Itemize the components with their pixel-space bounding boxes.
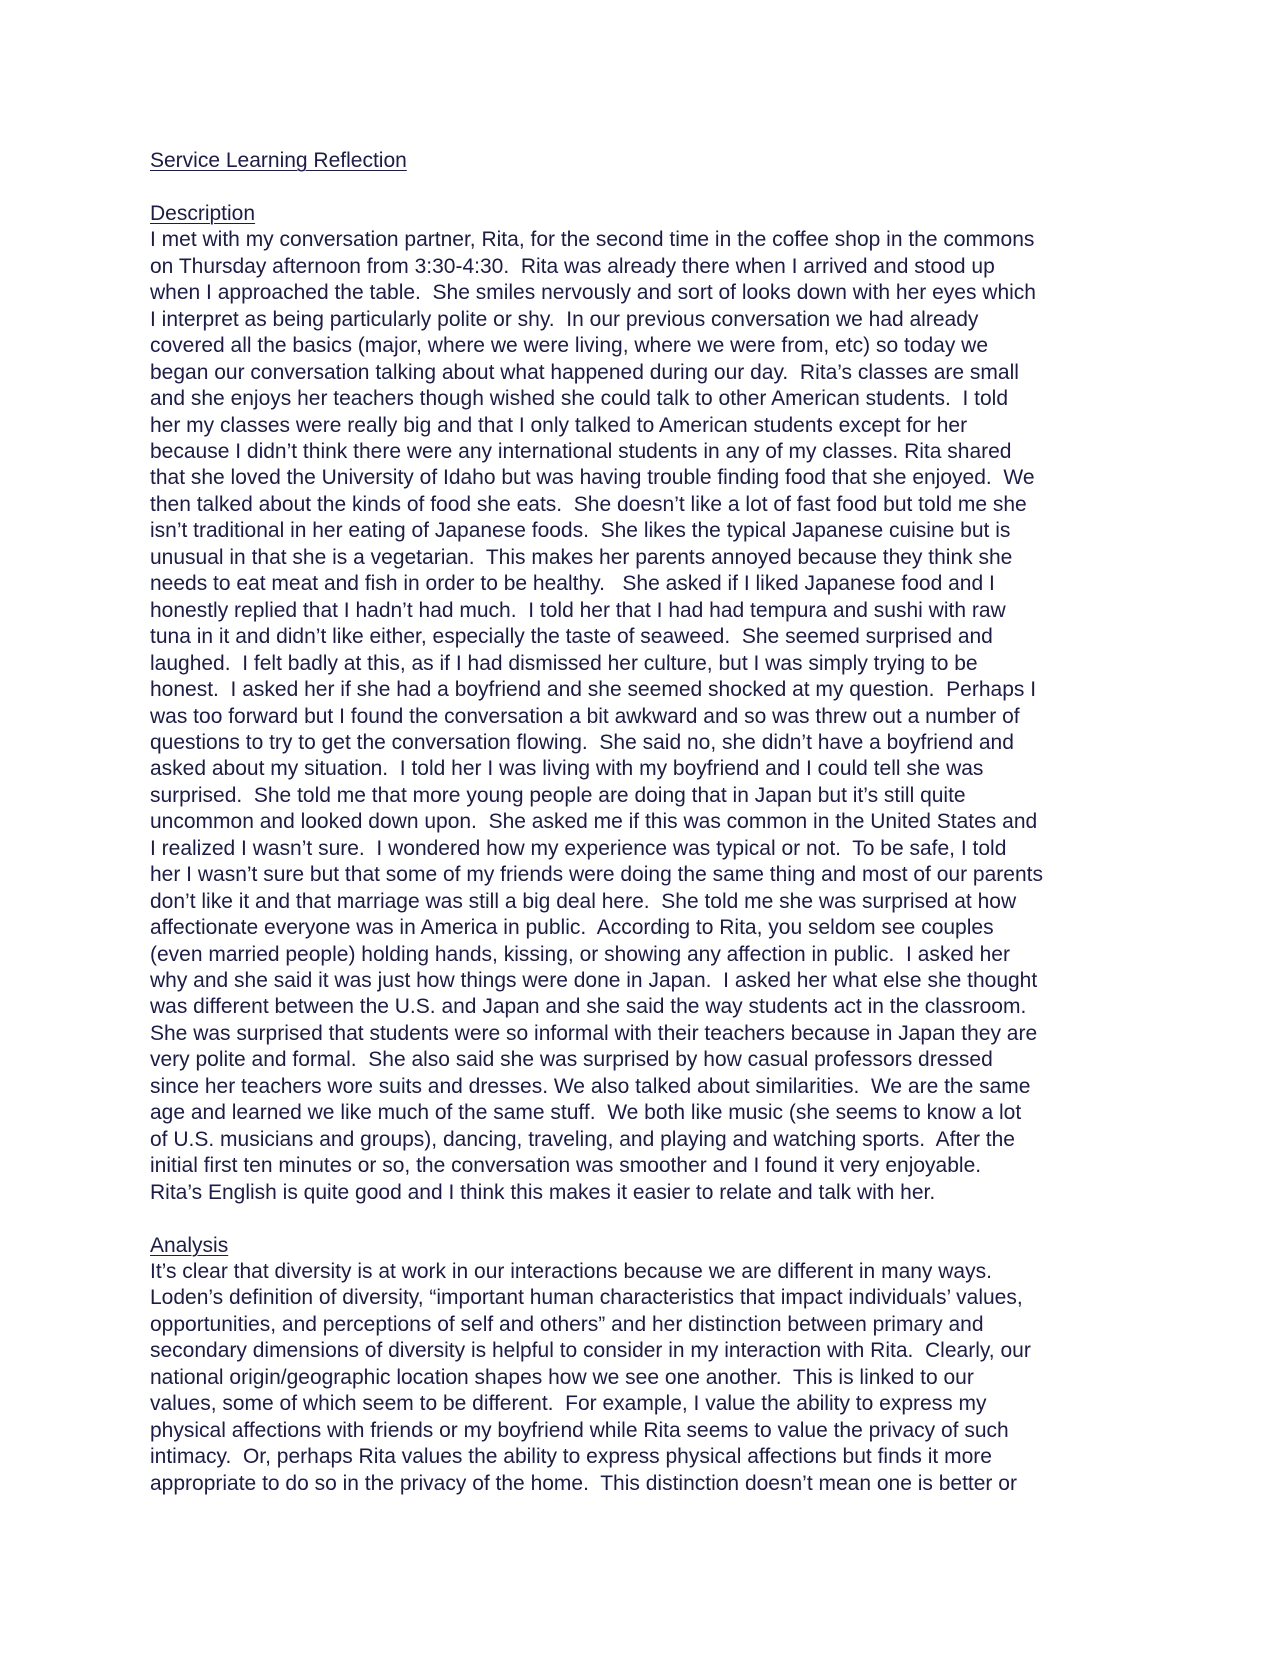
paragraph-line: when I approached the table. She smiles nervously and sort of looks down with her eyes which: [150, 281, 1036, 305]
paragraph-line: her I wasn’t sure but that some of my friends were doing the same thing and most of our parents: [150, 863, 1043, 887]
paragraph-line: She was surprised that students were so informal with their teachers because in Japan they are: [150, 1021, 1038, 1045]
paragraph-line: was too forward but I found the conversation a bit awkward and so was threw out a number of: [150, 704, 1020, 728]
description-section: [150, 201, 1150, 1206]
paragraph-line: don’t like it and that marriage was still a big deal here. She told me she was surprised at how: [150, 889, 1017, 913]
paragraph-line: values, some of which seem to be different. For example, I value the ability to express my: [150, 1392, 987, 1416]
paragraph-line: why and she said it was just how things were done in Japan. I asked her what else she thought: [150, 969, 1038, 993]
paragraph-line: and she enjoys her teachers though wished she could talk to other American students. I told: [150, 387, 1009, 411]
paragraph-line: age and learned we like much of the same stuff. We both like music (she seems to know a lot: [150, 1101, 1022, 1125]
analysis-section: [150, 1233, 1150, 1498]
analysis-body: [150, 1259, 1150, 1497]
spacer: [150, 174, 1150, 200]
paragraph-line: initial first ten minutes or so, the conversation was smoother and I found it very enjoyable.: [150, 1154, 982, 1178]
document-page: [150, 148, 1150, 1497]
description-body: [150, 227, 1150, 1206]
paragraph-line: isn’t traditional in her eating of Japanese foods. She likes the typical Japanese cuisine but is: [150, 519, 1011, 543]
paragraph-line: opportunities, and perceptions of self and others” and her distinction between primary and: [150, 1312, 984, 1336]
paragraph-line: began our conversation talking about what happened during our day. Rita’s classes are small: [150, 360, 1019, 384]
paragraph-line: very polite and formal. She also said she was surprised by how casual professors dressed: [150, 1048, 993, 1072]
paragraph-line: uncommon and looked down upon. She asked me if this was common in the United States and: [150, 810, 1038, 834]
paragraph-line: honestly replied that I hadn’t had much. I told her that I had had tempura and sushi with raw: [150, 598, 1006, 622]
paragraph-line: I met with my conversation partner, Rita, for the second time in the coffee shop in the commons: [150, 228, 1035, 252]
paragraph-line: I interpret as being particularly polite or shy. In our previous conversation we had already: [150, 307, 979, 331]
paragraph-line: since her teachers wore suits and dresses. We also talked about similarities. We are the same: [150, 1074, 1031, 1098]
paragraph-line: intimacy. Or, perhaps Rita values the ability to express physical affections but finds it more: [150, 1445, 992, 1469]
paragraph-line: I realized I wasn’t sure. I wondered how my experience was typical or not. To be safe, I told: [150, 836, 1007, 860]
paragraph-line: national origin/geographic location shapes how we see one another. This is linked to our: [150, 1365, 974, 1389]
description-heading: Description: [150, 201, 256, 225]
spacer: [150, 1206, 1150, 1232]
paragraph-line: then talked about the kinds of food she eats. She doesn’t like a lot of fast food but told me she: [150, 492, 1027, 516]
paragraph-line: surprised. She told me that more young people are doing that in Japan but it’s still quite: [150, 783, 966, 807]
paragraph-line: needs to eat meat and fish in order to be healthy. She asked if I liked Japanese food and I: [150, 572, 995, 596]
paragraph-line: It’s clear that diversity is at work in our interactions because we are different in many ways.: [150, 1260, 992, 1283]
paragraph-line: tuna in it and didn’t like either, especially the taste of seaweed. She seemed surprised and: [150, 625, 993, 649]
document-title: Service Learning Reflection: [150, 149, 407, 172]
paragraph-line: Loden’s definition of diversity, “important human characteristics that impact individuals’ values,: [150, 1286, 1023, 1310]
paragraph-line: physical affections with friends or my boyfriend while Rita seems to value the privacy of such: [150, 1418, 1009, 1442]
paragraph-line: asked about my situation. I told her I was living with my boyfriend and I could tell she was: [150, 757, 984, 781]
paragraph-line: Rita’s English is quite good and I think this makes it easier to relate and talk with her.: [150, 1180, 936, 1204]
paragraph-line: questions to try to get the conversation flowing. She said no, she didn’t have a boyfriend and: [150, 730, 1014, 754]
paragraph-line: (even married people) holding hands, kissing, or showing any affection in public. I asked her: [150, 942, 1010, 966]
paragraph-line: laughed. I felt badly at this, as if I had dismissed her culture, but I was simply trying to be: [150, 651, 978, 675]
paragraph-line: honest. I asked her if she had a boyfriend and she seemed shocked at my question. Perhaps I: [150, 678, 1037, 702]
paragraph-line: her my classes were really big and that I only talked to American students except for her: [150, 413, 968, 437]
paragraph-line: because I didn’t think there were any international students in any of my classes. Rita shared: [150, 439, 1012, 463]
paragraph-line: of U.S. musicians and groups), dancing, traveling, and playing and watching sports. After the: [150, 1127, 1015, 1151]
paragraph-line: appropriate to do so in the privacy of the home. This distinction doesn’t mean one is better or: [150, 1471, 1017, 1495]
paragraph-line: on Thursday afternoon from 3:30-4:30. Rita was already there when I arrived and stood up: [150, 254, 995, 278]
analysis-heading: Analysis: [150, 1233, 229, 1257]
paragraph-line: affectionate everyone was in America in public. According to Rita, you seldom see couples: [150, 916, 994, 940]
paragraph-line: was different between the U.S. and Japan and she said the way students act in the classroom.: [150, 995, 1027, 1019]
paragraph-line: secondary dimensions of diversity is helpful to consider in my interaction with Rita. Clearly, our: [150, 1339, 1031, 1363]
paragraph-line: unusual in that she is a vegetarian. This makes her parents annoyed because they think she: [150, 545, 1013, 569]
paragraph-line: that she loved the University of Idaho but was having trouble finding food that she enjoyed. We: [150, 466, 1035, 490]
paragraph-line: covered all the basics (major, where we were living, where we were from, etc) so today we: [150, 334, 989, 358]
